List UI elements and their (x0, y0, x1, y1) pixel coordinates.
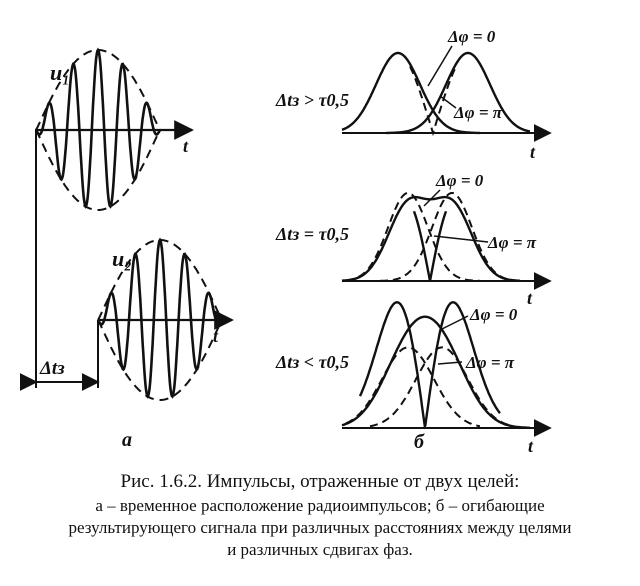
row3-phasepi: Δφ = π (466, 353, 515, 372)
caption-line-3: результирующего сигнала при различных расстояниях между целями (68, 518, 572, 537)
signal2-label: u₂ (112, 246, 132, 271)
row1-phasepi: Δφ = π (454, 103, 503, 122)
panel-b-row2 (275, 171, 550, 308)
signal1-label: u₁ (50, 60, 70, 85)
row2-axis-label: t (527, 288, 533, 308)
row2-phase0: Δφ = 0 (436, 171, 484, 190)
row1-condition: Δtз > τ0,5 (276, 90, 350, 110)
panel-b (275, 27, 550, 456)
row2-phasepi-leader (434, 236, 488, 242)
caption-line-1: Рис. 1.6.2. Импульсы, отраженные от двух целей: (120, 471, 520, 492)
row2-pi-envelope (414, 211, 446, 281)
delay-label: Δtз (40, 358, 65, 379)
row3-phase0: Δφ = 0 (470, 305, 518, 324)
row3-condition: Δtз < τ0,5 (276, 352, 350, 372)
row1-phase0: Δφ = 0 (448, 27, 496, 46)
caption-line-4: и различных сдвигах фаз. (227, 540, 413, 559)
panel-b-label: б (414, 431, 424, 453)
row2-condition: Δtз = τ0,5 (276, 224, 350, 244)
axis-top-label: t (183, 136, 189, 156)
panel-a-label: а (122, 429, 132, 451)
caption-line-2: а – временное расположение радиоимпульсов; б – огибающие (95, 496, 545, 515)
row1-phasepi-leader (440, 96, 456, 108)
row3-axis-label: t (528, 436, 534, 456)
panel-b-row1 (275, 27, 550, 162)
row1-axis-label: t (530, 142, 536, 162)
row2-phasepi: Δφ = π (488, 233, 537, 252)
panel-a (35, 50, 232, 451)
panel-b-row3 (275, 302, 550, 456)
axis-bottom-label: t (213, 326, 219, 346)
